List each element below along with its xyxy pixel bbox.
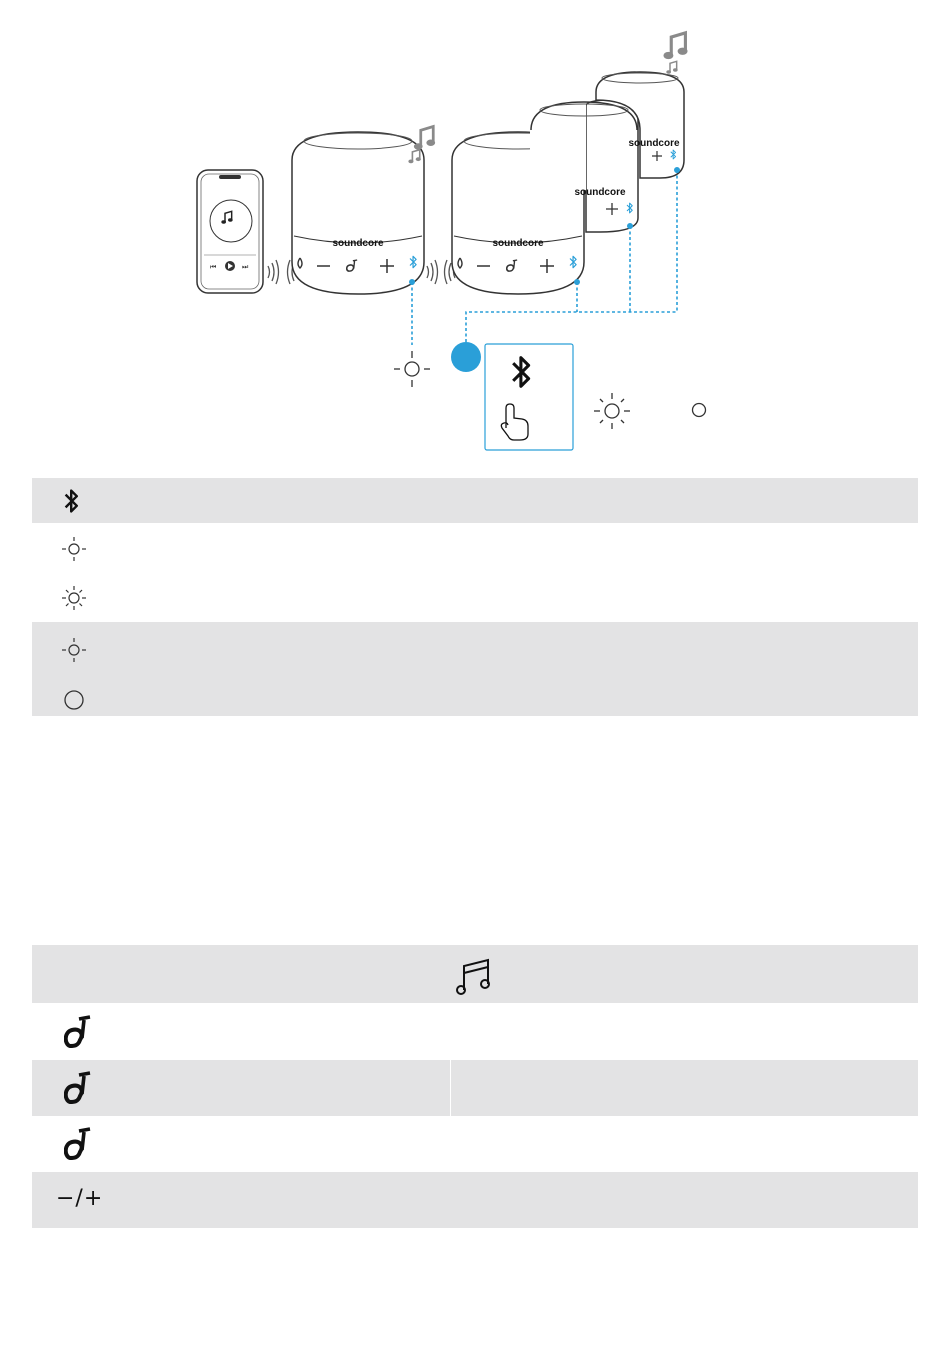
table-row [32, 1003, 918, 1060]
brand-label: soundcore [574, 187, 626, 198]
fast-flash-icon [60, 584, 88, 612]
led-status-table [32, 478, 918, 716]
slow-flash-icon [60, 636, 88, 664]
fast-flash-icon [594, 393, 630, 429]
phone-icon [197, 170, 263, 293]
slow-flash-icon [60, 535, 88, 563]
table-row [32, 1172, 918, 1228]
svg-text:⏮: ⏮ [210, 264, 217, 271]
brand-label: soundcore [332, 238, 384, 249]
steady-light-icon [63, 689, 85, 711]
table-row [32, 572, 918, 622]
table-row [32, 523, 918, 572]
brand-label: soundcore [492, 238, 544, 249]
bluetooth-icon [64, 488, 80, 514]
table-row [32, 622, 918, 716]
table-header [32, 945, 918, 1003]
table-row [32, 1060, 918, 1116]
controls-table [32, 945, 918, 1228]
step-marker [451, 342, 481, 372]
soundcore-logo-icon [64, 1126, 92, 1162]
svg-text:⏭: ⏭ [242, 264, 249, 271]
table-row [32, 478, 918, 523]
bluetooth-press-box [485, 344, 573, 450]
soundcore-logo-icon [64, 1070, 92, 1106]
cell-divider [450, 1060, 451, 1116]
pairing-illustration [0, 0, 950, 470]
volume-icon: −/+ [56, 1186, 104, 1211]
music-notes-icon [455, 956, 497, 998]
brand-label: soundcore [628, 138, 680, 149]
speaker-icon [292, 132, 424, 294]
steady-light-icon [693, 404, 706, 417]
slow-flash-icon [394, 351, 430, 387]
table-row [32, 1116, 918, 1172]
soundcore-logo-icon [64, 1014, 92, 1050]
